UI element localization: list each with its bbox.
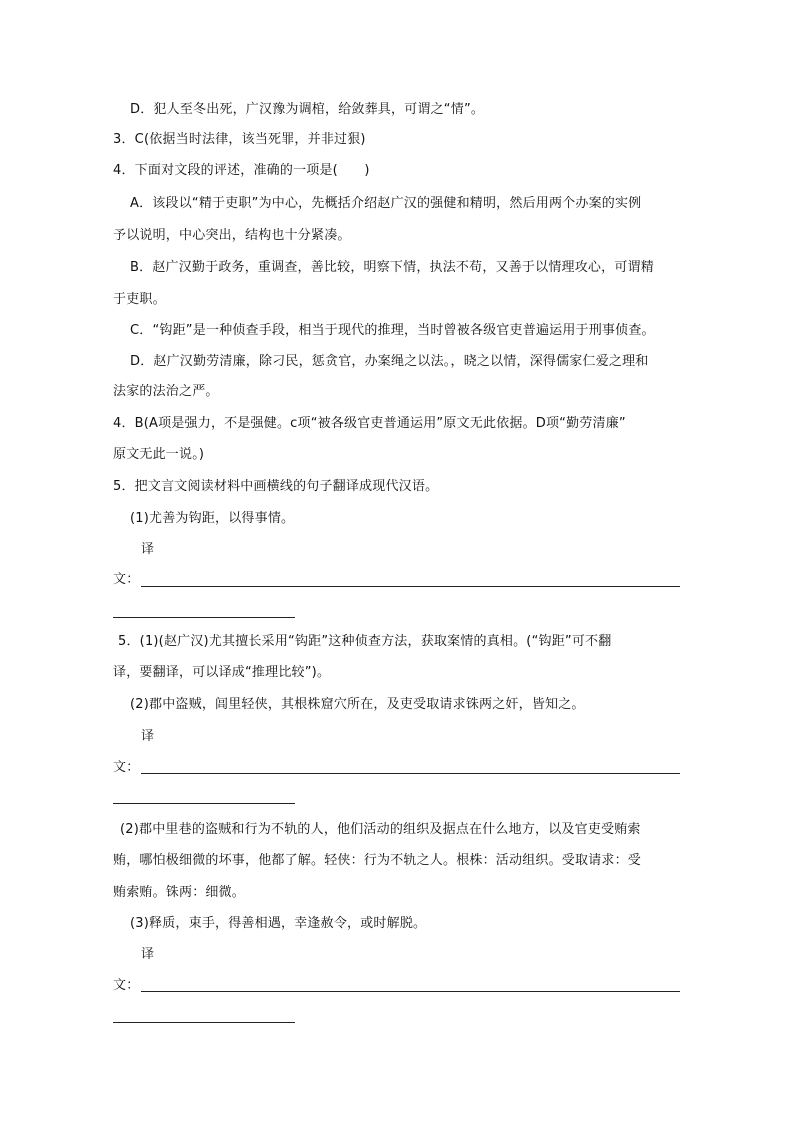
answer-3: 3．C(依据当时法律，该当死罪，并非过狠) [113, 132, 366, 147]
translate-label-top-2: 译 [141, 729, 155, 744]
question-4: 4．下面对文段的评述，准确的一项是( ) [113, 163, 370, 178]
answer-blank-line-1 [141, 586, 680, 587]
answer-blank-short-2 [113, 803, 295, 804]
translate-label-bottom-3: 文： [113, 978, 140, 993]
option-c-line: C．“钩距”是一种侦查手段，相当于现代的推理，当时曾被各级官吏普遍运用于刑事侦查。 [130, 323, 655, 338]
option-d2-line-2: 法家的法治之严。 [113, 384, 219, 399]
answer-5-2-line-3: 贿索贿。铢两：细微。 [113, 885, 246, 900]
sentence-2: (2)郡中盗贼，闾里轻侠，其根株窟穴所在，及吏受取请求铢两之奸，皆知之。 [130, 697, 585, 712]
translate-label-top-3: 译 [141, 947, 155, 962]
translate-label-bottom-2: 文： [113, 760, 140, 775]
sentence-3: (3)释质，束手，得善相遇，幸逢赦令，或时解脱。 [130, 916, 427, 931]
option-a-line-2: 予以说明，中心突出，结构也十分紧凑。 [113, 228, 351, 243]
translate-label-bottom-1: 文： [113, 572, 140, 587]
option-a-line-1: A．该段以“精于吏职”为中心，先概括介绍赵广汉的强健和精明，然后用两个办案的实例 [130, 196, 642, 211]
answer-5-2-line-2: 贿，哪怕极细微的坏事，他都了解。轻侠：行为不轨之人。根株：活动组织。受取请求：受 [113, 853, 642, 868]
answer-blank-line-3 [141, 991, 680, 992]
translate-label-top-1: 译 [141, 542, 155, 557]
sentence-1: (1)尤善为钩距，以得事情。 [130, 511, 295, 526]
option-d2-line-1: D．赵广汉勤劳清廉，除刁民，惩贪官，办案绳之以法。，晓之以情，深得儒家仁爱之理和 [130, 354, 649, 369]
answer-blank-short-3 [113, 1022, 295, 1023]
option-d-line: D．犯人至冬出死，广汉豫为调棺，给敛葬具，可谓之“情”。 [130, 102, 485, 117]
answer-blank-short-1 [113, 617, 295, 618]
option-b-line-2: 于吏职。 [113, 292, 166, 307]
answer-5-1-line-1: 5．(1)(赵广汉)尤其擅长采用“钩距”这种侦查方法，获取案情的真相。(“钩距”可不翻 [118, 634, 612, 649]
answer-4-line-1: 4．B(A项是强力，不是强健。c项“被各级官吏普通运用”原文无此依据。D项“勤劳清廉” [113, 416, 626, 431]
answer-5-2-line-1: (2)郡中里巷的盗贼和行为不轨的人，他们活动的组织及据点在什么地方，以及官吏受贿索 [120, 822, 641, 837]
answer-5-1-line-2: 译，要翻译，可以译成“推理比较”)。 [113, 665, 331, 680]
option-b-line-1: B．赵广汉勤于政务，重调查，善比较，明察下情，执法不苟，又善于以情理攻心，可谓精 [130, 260, 654, 275]
question-5: 5．把文言文阅读材料中画横线的句子翻译成现代汉语。 [113, 479, 439, 494]
answer-4-line-2: 原文无此一说。) [113, 447, 205, 462]
answer-blank-line-2 [141, 773, 680, 774]
